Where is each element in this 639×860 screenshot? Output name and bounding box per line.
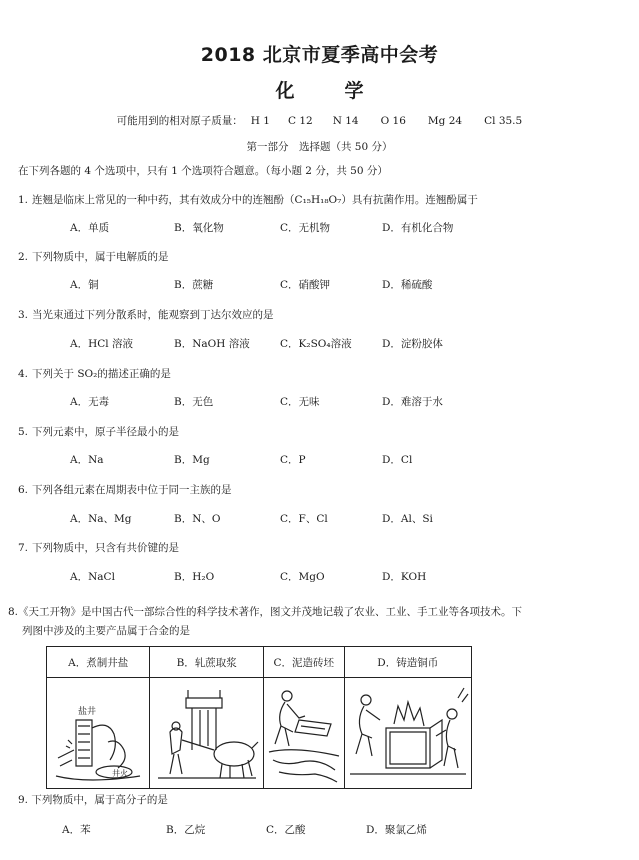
question-text-line-1: 《天工开物》是中国古代一部综合性的科学技术著作，图文并茂地记载了农业、工业、手工业等各项技术。下: [18, 606, 523, 618]
atomic-mass-item: Cl 35.5: [484, 115, 523, 127]
question-number: 4.: [18, 368, 29, 380]
atomic-mass-item: C 12: [287, 115, 313, 127]
question-4-options: [70, 394, 590, 410]
question-text: 当光束通过下列分散系时，能观察到丁达尔效应的是: [32, 309, 274, 321]
question-text: 下列物质中，属于电解质的是: [32, 251, 169, 263]
option-c: C．K₂SO₄溶液: [280, 338, 352, 350]
question-5: [18, 424, 179, 439]
sugarcane-press-illustration: [150, 678, 263, 789]
salt-well-illustration: [47, 678, 150, 789]
option-b: B．N、O: [174, 513, 221, 525]
question-3: [18, 307, 274, 322]
option-b: B．蔗糖: [174, 279, 214, 291]
option-a: A．Na: [70, 454, 104, 466]
exam-title: 2018 北京市夏季高中会考: [200, 44, 439, 66]
question-text: 连翘是临床上常见的一种中药，其有效成分中的连翘酚（C₁₅H₁₈O₇）具有抗菌作用。连翘酚属于: [32, 194, 478, 206]
question-text: 下列物质中，只含有共价键的是: [32, 542, 180, 554]
subject-char-2: 学: [344, 80, 364, 102]
option-b: B．乙烷: [166, 824, 206, 836]
question-6: [18, 482, 232, 497]
subject-char-1: 化: [275, 80, 295, 102]
option-c: C．P: [280, 454, 306, 466]
option-a: A．铜: [70, 279, 99, 291]
question-7-options: [70, 569, 590, 585]
option-a: A．NaCl: [70, 571, 115, 583]
atomic-mass-item: Mg 24: [427, 115, 463, 127]
question-3-options: [70, 336, 590, 352]
option-b: B．NaOH 溶液: [174, 338, 250, 350]
atomic-mass-item: O 16: [380, 115, 406, 127]
atomic-mass-item: H 1: [250, 115, 270, 127]
question-number: 6.: [18, 484, 29, 496]
option-a: A．无毒: [70, 396, 110, 408]
atomic-masses: [0, 113, 639, 128]
option-a: A．苯: [62, 824, 91, 836]
option-d: D．Al、Si: [382, 513, 433, 525]
option-c: C．硝酸钾: [280, 279, 331, 291]
question-1-options: [70, 220, 590, 236]
question-1: [18, 192, 478, 207]
option-d: D．难溶于水: [382, 396, 443, 408]
question-number: 3.: [18, 309, 29, 321]
question-text: 下列物质中，属于高分子的是: [31, 794, 168, 806]
option-c: C．MgO: [280, 571, 325, 583]
question-6-options: [70, 511, 590, 527]
question-2-options: [70, 277, 590, 293]
option-b: B．H₂O: [174, 571, 215, 583]
table-header-c: C．泥造砖坯: [263, 647, 344, 678]
option-d: D．有机化合物: [382, 222, 454, 234]
question-number: 8.: [8, 606, 19, 618]
well-fire-label: 井火: [112, 769, 129, 778]
subject-title: [0, 76, 639, 103]
table-header-a: A．煮制井盐: [47, 647, 150, 678]
section-heading: 第一部分 选择题（共 50 分）: [246, 141, 393, 153]
option-b: B．无色: [174, 396, 214, 408]
q8-image-table: [46, 646, 472, 789]
question-7: [18, 540, 179, 555]
option-d: D．稀硫酸: [382, 279, 433, 291]
instructions: 在下列各题的 4 个选项中，只有 1 个选项符合题意。（每小题 2 分，共 50 分）: [18, 165, 388, 177]
question-number: 1.: [18, 194, 29, 206]
question-8: [8, 603, 598, 641]
question-number: 9.: [18, 794, 29, 806]
option-b: B．氧化物: [174, 222, 224, 234]
question-9: [18, 792, 168, 807]
option-c: C．F、Cl: [280, 513, 328, 525]
atomic-prefix: 可能用到的相对原子质量：: [116, 115, 243, 127]
option-a: A．单质: [70, 222, 110, 234]
option-c: C．无味: [280, 396, 320, 408]
question-text: 下列关于 SO₂的描述正确的是: [32, 368, 171, 380]
atomic-mass-item: N 14: [332, 115, 359, 127]
option-c: C．乙酸: [266, 824, 306, 836]
option-d: D．KOH: [382, 571, 427, 583]
table-header-d: D．铸造铜币: [344, 647, 471, 678]
question-9-options: [62, 822, 582, 838]
question-text: 下列各组元素在周期表中位于同一主族的是: [32, 484, 232, 496]
brick-making-illustration: [263, 678, 344, 789]
question-number: 5.: [18, 426, 29, 438]
question-5-options: [70, 452, 590, 468]
table-header-b: B．轧蔗取浆: [150, 647, 263, 678]
option-a: A．HCl 溶液: [70, 338, 133, 350]
question-number: 2.: [18, 251, 29, 263]
option-b: B．Mg: [174, 454, 210, 466]
option-a: A．Na、Mg: [70, 513, 132, 525]
question-text-line-2: 列图中涉及的主要产品属于合金的是: [22, 625, 190, 637]
option-d: D．聚氯乙烯: [366, 824, 427, 836]
question-text: 下列元素中，原子半径最小的是: [32, 426, 180, 438]
salt-well-label: 盐井: [78, 707, 97, 717]
coin-casting-illustration: [344, 678, 471, 789]
question-number: 7.: [18, 542, 29, 554]
question-4: [18, 366, 171, 381]
option-d: D．Cl: [382, 454, 413, 466]
option-d: D．淀粉胶体: [382, 338, 443, 350]
option-c: C．无机物: [280, 222, 331, 234]
question-2: [18, 249, 169, 264]
